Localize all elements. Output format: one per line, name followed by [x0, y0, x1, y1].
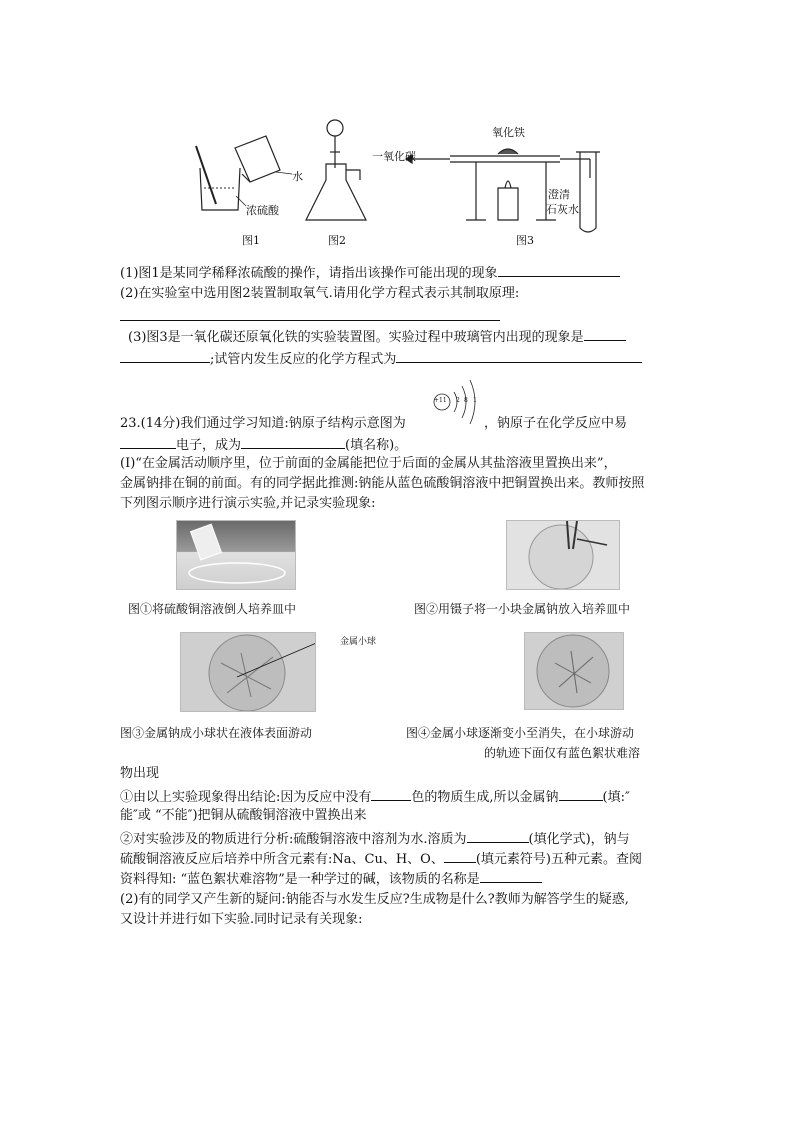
photo-blue-precipitate — [524, 632, 624, 710]
answer-line[interactable] — [120, 320, 500, 321]
q23-intro-d: (填名称)。 — [345, 438, 408, 453]
answer-blank[interactable] — [559, 786, 603, 801]
sodium-atom-diagram — [430, 376, 482, 432]
metal-ball-label: 金属小球 — [340, 637, 377, 647]
answer-blank[interactable] — [480, 868, 542, 883]
fig3-limewater-label-1: 澄清 — [548, 188, 570, 201]
q22-part1 — [120, 262, 620, 284]
q22-part1-text: (1)图1是某同学稀释浓硫酸的操作，请指出该操作可能出现的现象 — [120, 266, 498, 281]
conclusion1-text-c: (填:″ — [602, 790, 630, 805]
q23-part2-line1 — [120, 890, 629, 910]
apparatus-drawing — [180, 108, 620, 250]
conclusion2-line3 — [120, 868, 542, 890]
fig1-water-label: 水 — [292, 170, 303, 183]
photo4-caption-1: 图④金属小球逐渐变小至消失，在小球游动 — [406, 726, 635, 740]
conclusion2-text-c: 硫酸铜溶液反应后培养中所含元素有:Na、Cu、H、O、 — [120, 852, 444, 867]
q23-intro-c: 电子，成为 — [176, 438, 242, 453]
photo4-caption-2: 的轨迹下面仅有蓝色絮状难溶 — [484, 746, 641, 760]
shell-3-electrons: 1 — [473, 397, 477, 404]
photo1-caption: 图①将硫酸铜溶液倒人培养皿中 — [128, 602, 297, 616]
answer-blank[interactable] — [120, 434, 176, 449]
q23-part1-line3 — [120, 494, 376, 514]
q23-part1-text-1: (I)“在金属活动顺序里，位于前面的金属能把位于后面的金属从其盐溶液里置换出来”， — [120, 456, 617, 471]
q23-part1-text-2: 金属钠排在铜的前面。有的同学据此推测:钠能从蓝色硫酸铜溶液中把铜置换出来。教师按照 — [120, 476, 645, 491]
conclusion2-text-b: (填化学式)，钠与 — [528, 832, 630, 847]
q23-intro-b: ，钠原子在化学反应中易 — [484, 416, 628, 431]
answer-blank[interactable] — [120, 348, 210, 363]
q23-intro-text: 23.(14分)我们通过学习知道:钠原子结构示意图为 — [120, 416, 406, 431]
conclusion2-line2 — [120, 848, 642, 870]
answer-blank[interactable] — [444, 848, 476, 863]
nucleus-charge: +11 — [434, 397, 447, 404]
q23-part1-text-3: 下列图示顺序进行演示实验,并记录实验现象: — [120, 496, 376, 511]
photo-adding-sodium — [506, 520, 620, 590]
answer-blank[interactable] — [396, 348, 642, 363]
photo2-caption: 图②用镊子将一小块金属钠放入培养皿中 — [414, 602, 631, 616]
photo-pouring-solution — [176, 520, 296, 590]
fig3-caption: 图3 — [516, 234, 534, 247]
conclusion1-text-2: 能″或 “不能″)把铜从硫酸铜溶液中置换出来 — [120, 808, 367, 823]
q23-part2-text-2: 又设计并进行如下实验.同时记录有关现象: — [120, 912, 363, 927]
photo-sodium-ball — [180, 632, 316, 712]
answer-blank[interactable] — [467, 828, 529, 843]
q23-part2-line2 — [120, 910, 363, 930]
answer-blank[interactable] — [584, 326, 626, 341]
q22-part3 — [128, 326, 626, 348]
conclusion2-text-d: (填元素符号)五种元素。查阅 — [475, 852, 642, 867]
conclusion2-text-e: 资料得知: “蓝色絮状难溶物”是一种学过的碱，该物质的名称是 — [120, 872, 480, 887]
answer-blank[interactable] — [498, 262, 620, 277]
conclusion2-line1 — [120, 828, 630, 850]
fig1-acid-label: 浓硫酸 — [246, 204, 279, 217]
q23-part1-line1 — [120, 454, 617, 474]
q23-intro-cont — [484, 414, 627, 434]
fig1-caption: 图1 — [242, 234, 260, 247]
photo3-caption: 图③金属钠成小球状在液体表面游动 — [120, 726, 313, 740]
photo4-caption-3: 物出现 — [120, 766, 160, 781]
apparatus-figures — [180, 108, 620, 250]
q22-part3-cont — [120, 348, 642, 370]
conclusion2-text-a: ②对实验涉及的物质进行分析:硫酸铜溶液中溶剂为水.溶质为 — [120, 832, 467, 847]
q22-part3b-text: ;试管内发生反应的化学方程式为 — [210, 352, 397, 367]
answer-blank[interactable] — [241, 434, 345, 449]
q22-part2 — [120, 284, 519, 304]
conclusion1-line1 — [120, 786, 630, 808]
q22-part2-text: (2)在实验室中选用图2装置制取氧气.请用化学方程式表示其制取原理: — [120, 286, 520, 301]
q23-intro — [120, 414, 406, 434]
q23-part1-line2 — [120, 474, 644, 494]
fig2-caption: 图2 — [328, 234, 346, 247]
q23-part2-text-1: (2)有的同学又产生新的疑问:钠能否与水发生反应?生成物是什么?教师为解答学生的疑惑, — [120, 892, 629, 907]
fig3-limewater-label-2: 石灰水 — [546, 203, 579, 216]
shell-1-electrons: 2 — [456, 397, 460, 404]
q23-intro-line2 — [120, 434, 407, 456]
answer-blank[interactable] — [371, 786, 411, 801]
q22-part3-text: (3)图3是一氧化碳还原氧化铁的实验装置图。实验过程中玻璃管内出现的现象是 — [128, 330, 584, 345]
conclusion1-text-b: 色的物质生成,所以金属钠 — [411, 790, 559, 805]
conclusion1-text-a: ①由以上实验现象得出结论:因为反应中没有 — [120, 790, 372, 805]
fig3-co-label: 一氧化碳 — [372, 150, 416, 163]
shell-2-electrons: 8 — [464, 397, 468, 404]
fig3-fe2o3-label: 氧化铁 — [492, 126, 525, 139]
conclusion1-line2 — [120, 806, 367, 826]
